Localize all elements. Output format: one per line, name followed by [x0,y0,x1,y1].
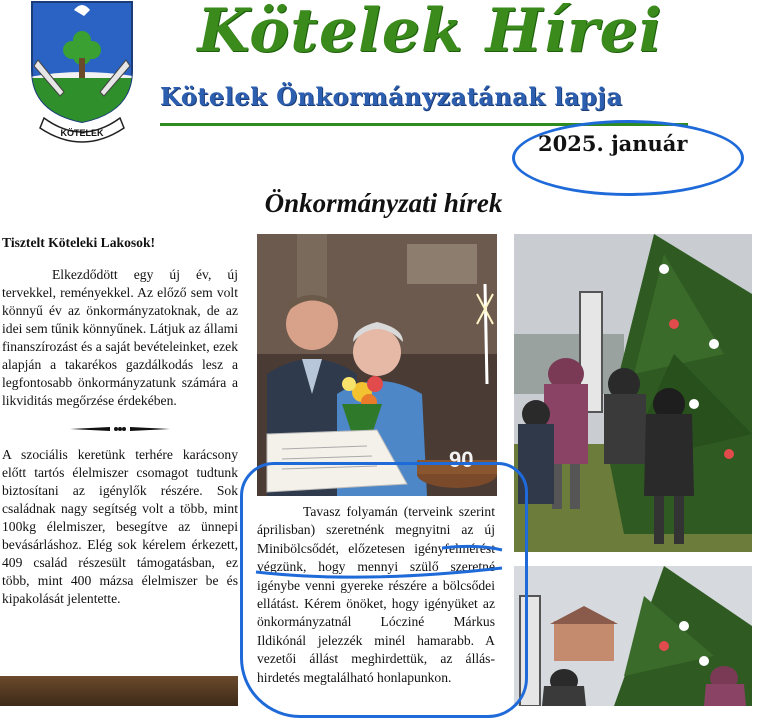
svg-text:KÖTELEK: KÖTELEK [60,128,104,138]
village-crest-logo [14,0,150,150]
paragraph-intro: Elkezdődött egy új év, új tervekkel, reményekkel. Az előző sem volt könnyű év az önkormányzatoknak, de az idei sem tűnik könnyűnek. Látjuk az állami finanszírozást és a saját bevételeinket, ezek alapján a takarékos gazdálkodás lesz a legfontosabb önkormányzatunk számára a likviditás megőrzése érdekében. [2,267,238,408]
paragraph-nursery: Tavasz folyamán (terveink szerint áprilisban) szeretnénk megnyitni az új Minibölcsődét, előzetesen igényfelmérést végzünk, hogy mennyi szülő szeretné igénybe venni gyereke részére a bölcsődei ellátást. Kérem önöket, hogy igényüket az önkormányzatnál Lócziné Márkus Ildikónál jelezzék minél hamarabb. A vezetői állást meghirdettük, az állás-hirdetés megtalálható honlapunkon. [257,504,495,685]
newspaper-title: Kötelek Hírei [197,0,663,66]
section-title: Önkormányzati hírek [264,188,503,218]
svg-text:90: 90 [449,447,474,472]
date-annotation-circle [512,120,744,196]
greeting: Tisztelt Köteleki Lakosok! [2,235,156,250]
newspaper-subtitle: Kötelek Önkormányzatának lapja [160,82,623,111]
text-annotation-loop [240,462,528,718]
paragraph-food-support: A szociális keretünk terhére karácsony előtt tartós élelmiszer csomagot tudtunk biztosítani az igénylők részére. Sok családnak nagy segítség volt a több, mint 100kg élelmiszer, besegítve az ünnepi bevásárláshoz. Elég sok kérelem érkezett, 409 család részesült támogatásban, ez több, mint 400 mázsa élelmiszer be és kipakolását jelentette. [2,447,238,606]
christmas-tree-photo-top [514,234,752,552]
left-column [2,234,238,608]
birthday-photo [257,234,497,496]
text-annotation-underline [252,542,512,582]
christmas-tree-photo-bottom [514,566,752,706]
bottom-photo-partial [0,676,238,706]
ornament-divider [70,424,170,434]
issue-date: 2025. január [538,131,688,156]
